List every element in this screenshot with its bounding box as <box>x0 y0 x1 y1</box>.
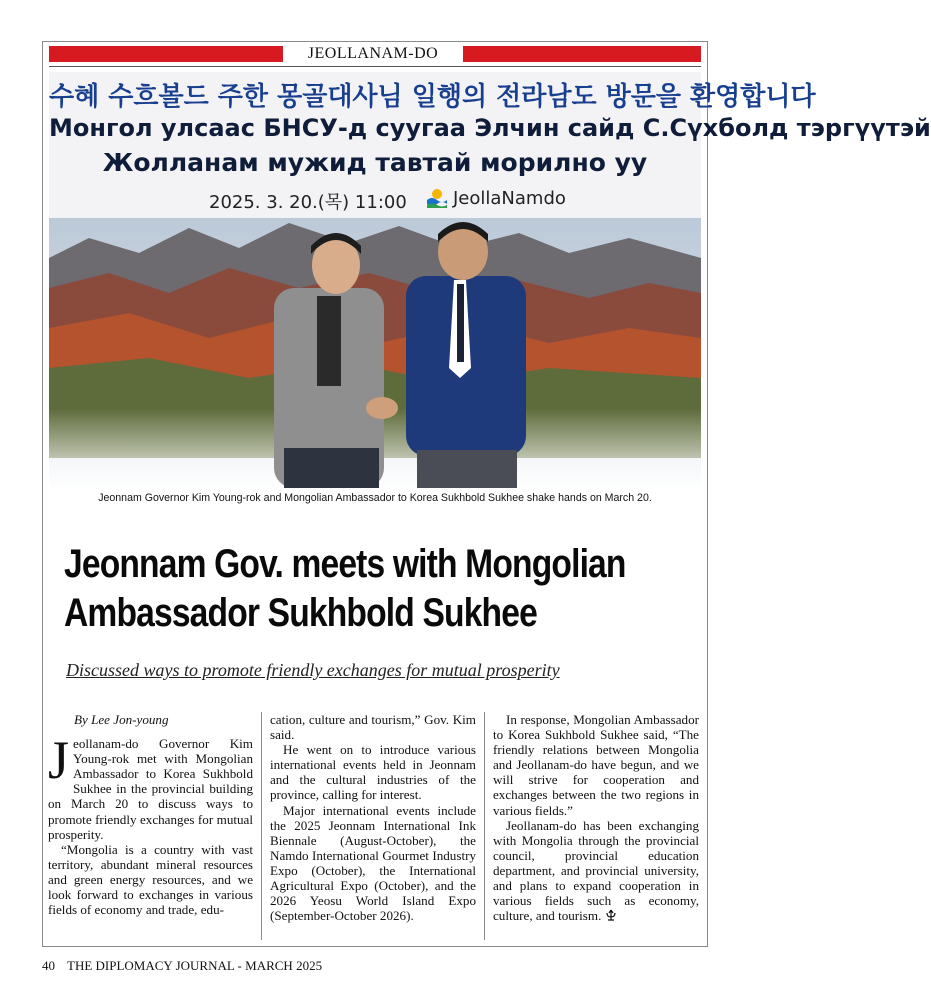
column-divider <box>261 712 262 940</box>
banner-date: 2025. 3. 20.(목) 11:00 <box>209 192 407 213</box>
paragraph: He went on to introduce various international events held in Jeonnam and the cultural industries of the province, calling for interest. <box>270 742 476 803</box>
banner-logo-text: JeollaNamdo <box>453 188 566 209</box>
paragraph-text: Jeollanam-do has been exchanging with Mongolia through the provincial council, provincial education department, and provincial university, and plans to expand cooperation in various fields such as economy, culture, and tourism. <box>493 817 699 924</box>
banner-line-korean: 수혜 수흐볼드 주한 몽골대사님 일행의 전라남도 방문을 환영합니다 <box>49 82 816 112</box>
byline: By Lee Jon-young <box>74 712 169 727</box>
headline-line-2: Ambassador Sukhbold Sukhee <box>64 591 537 635</box>
welcome-banner <box>49 72 931 218</box>
column-divider <box>484 712 485 940</box>
jeollanamdo-logo-icon <box>426 187 448 209</box>
paragraph: cation, culture and tourism,” Gov. Kim said. <box>270 712 476 743</box>
paragraph: In response, Mongolian Ambassador to Korea Sukhbold Sukhee said, “The friendly relations between Mongolia and Jeollanam-do have begun, and we will strive for cooperation and exchanges between the two regions in various fields.” <box>493 712 699 818</box>
page-footer <box>42 958 322 974</box>
photo-caption: Jeonnam Governor Kim Young-rok and Mongolian Ambassador to Korea Sukhbold Sukhee shake hands on March 20. <box>98 492 652 504</box>
paragraph: Major international events include the 2025 Jeonnam International Ink Biennale (August-October), the Namdo International Gourmet Industry Expo (October), the International Agricultural Expo (October), and the 2026 Yeosu World Island Expo (September-October 2026). <box>270 802 476 924</box>
banner-line-mongolian-2: Жолланам мужид тавтай морилно уу <box>102 148 648 177</box>
article-column-3 <box>493 712 699 923</box>
drop-cap: J <box>48 730 70 791</box>
article-column-2 <box>270 712 476 923</box>
article-photo <box>49 72 931 488</box>
section-divider <box>49 66 701 67</box>
headline-line-1: Jeonnam Gov. meets with Mongolian <box>64 542 626 586</box>
paragraph-text: eollanam-do Governor Kim Young-rok met with Mongolian Ambassador to Korea Sukhbold Sukhee in the provincial building on March 20 to discuss ways to promote friendly exchanges for mutual prosperity. <box>48 736 253 842</box>
section-title: JEOLLANAM-DO <box>307 45 439 62</box>
banner-line-mongolian-1: Монгол улсаас БНСУ-д суугаа Элчин сайд С.Сүхболд тэргүүтэй <box>49 114 931 142</box>
section-bar-left <box>49 46 283 62</box>
article-headline <box>64 540 626 638</box>
paragraph <box>48 730 253 842</box>
end-mark-icon <box>605 909 617 921</box>
section-bar-right <box>463 46 701 62</box>
paragraph: “Mongolia is a country with vast territory, abundant mineral resources and green energy resources, and we look forward to exchanges in various fields of economy and trade, edu- <box>48 841 253 918</box>
article-column-1 <box>48 712 253 917</box>
handshake-scene <box>49 218 701 488</box>
publication-name: THE DIPLOMACY JOURNAL - MARCH 2025 <box>67 958 323 973</box>
article-subhead: Discussed ways to promote friendly exchanges for mutual prosperity <box>66 660 560 680</box>
paragraph <box>493 818 699 924</box>
page-number: 40 <box>42 958 55 973</box>
